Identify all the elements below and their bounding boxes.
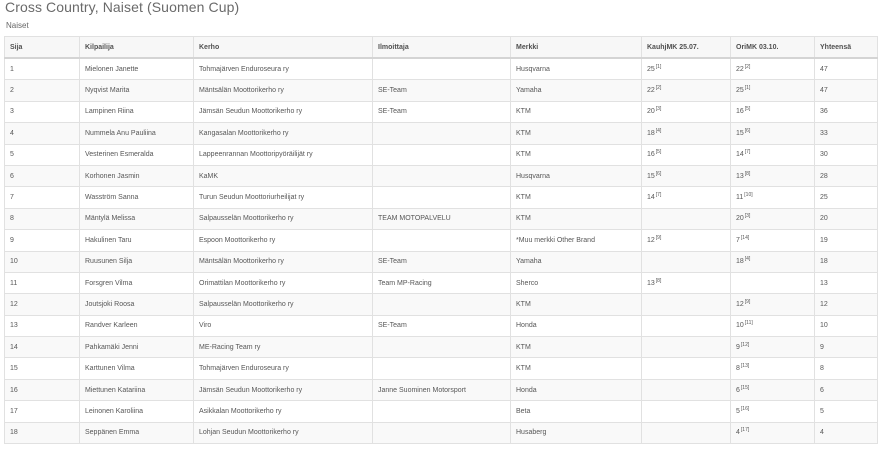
column-header-ilmoittaja[interactable]: Ilmoittaja bbox=[373, 37, 511, 59]
cell-ilmoittaja bbox=[373, 337, 511, 358]
cell-race2 bbox=[731, 272, 815, 293]
cell-ilmoittaja: Janne Suominen Motorsport bbox=[373, 379, 511, 400]
column-header-merkki[interactable]: Merkki bbox=[511, 37, 642, 59]
cell-race2-ref: [7] bbox=[744, 149, 751, 156]
cell-race1 bbox=[642, 379, 731, 400]
cell-race2 bbox=[731, 165, 815, 186]
table-row bbox=[5, 165, 878, 186]
table-row bbox=[5, 294, 878, 315]
cell-merkki: Husaberg bbox=[511, 422, 642, 443]
page-title: Cross Country, Naiset (Suomen Cup) bbox=[5, 0, 240, 15]
cell-yhteensa: 12 bbox=[815, 294, 878, 315]
cell-race1-ref: [1] bbox=[655, 63, 662, 70]
cell-race2-ref: [10] bbox=[744, 192, 753, 199]
cell-kerho: Espoon Moottorikerho ry bbox=[194, 230, 373, 251]
cell-ilmoittaja bbox=[373, 123, 511, 144]
cell-sija: 13 bbox=[5, 315, 80, 336]
cell-kerho: Turun Seudun Moottoriurheilijat ry bbox=[194, 187, 373, 208]
cell-sija: 8 bbox=[5, 208, 80, 229]
cell-race2 bbox=[731, 230, 815, 251]
cell-race2 bbox=[731, 187, 815, 208]
cell-yhteensa: 4 bbox=[815, 422, 878, 443]
cell-race1-ref: [2] bbox=[655, 85, 662, 92]
column-header-race1[interactable]: KauhjMK 25.07. bbox=[642, 37, 731, 59]
cell-race1 bbox=[642, 230, 731, 251]
cell-race2 bbox=[731, 144, 815, 165]
table-row bbox=[5, 379, 878, 400]
cell-kilpailija: Hakulinen Taru bbox=[80, 230, 194, 251]
cell-sija: 12 bbox=[5, 294, 80, 315]
cell-yhteensa: 18 bbox=[815, 251, 878, 272]
cell-kilpailija: Karttunen Vilma bbox=[80, 358, 194, 379]
cell-yhteensa: 5 bbox=[815, 401, 878, 422]
cell-sija: 10 bbox=[5, 251, 80, 272]
cell-race1 bbox=[642, 337, 731, 358]
cell-race2 bbox=[731, 401, 815, 422]
cell-kilpailija: Wasström Sanna bbox=[80, 187, 194, 208]
cell-race2-value: 12 bbox=[736, 300, 744, 308]
cell-race1-ref: [5] bbox=[655, 149, 662, 156]
cell-race2-ref: [16] bbox=[740, 405, 750, 412]
table-row bbox=[5, 315, 878, 336]
cell-race1-value: 25 bbox=[647, 65, 655, 73]
cell-yhteensa: 13 bbox=[815, 272, 878, 293]
cell-race2-ref: [8] bbox=[744, 170, 751, 177]
cell-race2-value: 11 bbox=[736, 194, 744, 202]
cell-race1 bbox=[642, 315, 731, 336]
cell-race2 bbox=[731, 208, 815, 229]
cell-sija: 11 bbox=[5, 272, 80, 293]
cell-yhteensa: 30 bbox=[815, 144, 878, 165]
cell-race1 bbox=[642, 358, 731, 379]
cell-kilpailija: Korhonen Jasmin bbox=[80, 165, 194, 186]
cell-kilpailija: Nummela Anu Pauliina bbox=[80, 123, 194, 144]
cell-race1 bbox=[642, 80, 731, 101]
cell-race2-value: 6 bbox=[736, 386, 740, 394]
cell-ilmoittaja: TEAM MOTOPALVELU bbox=[373, 208, 511, 229]
cell-kerho: Tohmajärven Enduroseura ry bbox=[194, 358, 373, 379]
cell-race1 bbox=[642, 123, 731, 144]
cell-race1-value: 20 bbox=[647, 108, 655, 116]
cell-yhteensa: 20 bbox=[815, 208, 878, 229]
cell-yhteensa: 33 bbox=[815, 123, 878, 144]
cell-merkki: KTM bbox=[511, 208, 642, 229]
cell-kilpailija: Nyqvist Marita bbox=[80, 80, 194, 101]
cell-race1-value: 15 bbox=[647, 172, 655, 180]
cell-ilmoittaja: SE-Team bbox=[373, 80, 511, 101]
table-row bbox=[5, 123, 878, 144]
table-row bbox=[5, 230, 878, 251]
cell-sija: 18 bbox=[5, 422, 80, 443]
results-table bbox=[4, 36, 878, 444]
cell-kerho: Salpausselän Moottorikerho ry bbox=[194, 294, 373, 315]
cell-race2-ref: [15] bbox=[740, 384, 750, 391]
cell-kerho: KaMK bbox=[194, 165, 373, 186]
cell-sija: 3 bbox=[5, 101, 80, 122]
cell-race2 bbox=[731, 123, 815, 144]
cell-kerho: Mäntsälän Moottorikerho ry bbox=[194, 251, 373, 272]
cell-race1-ref: [4] bbox=[655, 127, 662, 134]
cell-race2-value: 4 bbox=[736, 429, 740, 437]
cell-yhteensa: 36 bbox=[815, 101, 878, 122]
cell-merkki: Husqvarna bbox=[511, 165, 642, 186]
cell-sija: 14 bbox=[5, 337, 80, 358]
cell-race2-ref: [5] bbox=[744, 106, 751, 113]
column-header-kerho[interactable]: Kerho bbox=[194, 37, 373, 59]
cell-race1-value: 12 bbox=[647, 236, 655, 244]
cell-race2 bbox=[731, 58, 815, 80]
cell-kilpailija: Joutsjoki Roosa bbox=[80, 294, 194, 315]
cell-kilpailija: Seppänen Emma bbox=[80, 422, 194, 443]
cell-sija: 7 bbox=[5, 187, 80, 208]
cell-yhteensa: 19 bbox=[815, 230, 878, 251]
cell-race1-ref: [3] bbox=[655, 106, 662, 113]
cell-race2-ref: [3] bbox=[744, 213, 751, 220]
cell-merkki: KTM bbox=[511, 187, 642, 208]
cell-race2-value: 20 bbox=[736, 215, 744, 223]
table-row bbox=[5, 337, 878, 358]
cell-race1-ref: [8] bbox=[655, 277, 662, 284]
cell-merkki: KTM bbox=[511, 123, 642, 144]
cell-merkki: Beta bbox=[511, 401, 642, 422]
cell-race1-value: 18 bbox=[647, 129, 655, 137]
cell-ilmoittaja: SE-Team bbox=[373, 101, 511, 122]
class-subtitle: Naiset bbox=[6, 21, 29, 30]
cell-kilpailija: Ruusunen Silja bbox=[80, 251, 194, 272]
cell-ilmoittaja bbox=[373, 187, 511, 208]
cell-race2 bbox=[731, 315, 815, 336]
column-header-sija[interactable]: Sija bbox=[5, 37, 80, 59]
cell-sija: 2 bbox=[5, 80, 80, 101]
cell-race2-ref: [6] bbox=[744, 127, 751, 134]
cell-race1 bbox=[642, 101, 731, 122]
cell-sija: 16 bbox=[5, 379, 80, 400]
cell-merkki: Sherco bbox=[511, 272, 642, 293]
cell-merkki: Honda bbox=[511, 379, 642, 400]
cell-race1 bbox=[642, 401, 731, 422]
cell-yhteensa: 10 bbox=[815, 315, 878, 336]
cell-race1 bbox=[642, 422, 731, 443]
cell-race2-value: 18 bbox=[736, 258, 744, 266]
cell-race2-value: 5 bbox=[736, 407, 740, 415]
table-row bbox=[5, 251, 878, 272]
cell-race1-value: 16 bbox=[647, 151, 655, 159]
cell-race1 bbox=[642, 165, 731, 186]
cell-sija: 1 bbox=[5, 58, 80, 80]
cell-race1 bbox=[642, 272, 731, 293]
cell-sija: 17 bbox=[5, 401, 80, 422]
cell-kerho: Jämsän Seudun Moottorikerho ry bbox=[194, 101, 373, 122]
cell-sija: 9 bbox=[5, 230, 80, 251]
cell-yhteensa: 8 bbox=[815, 358, 878, 379]
cell-ilmoittaja bbox=[373, 358, 511, 379]
cell-race2-ref: [2] bbox=[744, 63, 751, 70]
cell-race1 bbox=[642, 144, 731, 165]
cell-ilmoittaja bbox=[373, 165, 511, 186]
cell-race2-value: 9 bbox=[736, 343, 740, 351]
cell-race2 bbox=[731, 422, 815, 443]
cell-yhteensa: 28 bbox=[815, 165, 878, 186]
cell-ilmoittaja bbox=[373, 401, 511, 422]
cell-merkki: Yamaha bbox=[511, 251, 642, 272]
cell-kerho: Jämsän Seudun Moottorikerho ry bbox=[194, 379, 373, 400]
cell-race2-value: 13 bbox=[736, 172, 744, 180]
cell-merkki: KTM bbox=[511, 337, 642, 358]
cell-kerho: Lappeenrannan Moottoripyöräilijät ry bbox=[194, 144, 373, 165]
cell-sija: 5 bbox=[5, 144, 80, 165]
cell-ilmoittaja: SE-Team bbox=[373, 251, 511, 272]
cell-race1 bbox=[642, 251, 731, 272]
cell-race2-value: 10 bbox=[736, 322, 744, 330]
cell-race1 bbox=[642, 187, 731, 208]
cell-merkki: KTM bbox=[511, 358, 642, 379]
cell-ilmoittaja bbox=[373, 58, 511, 80]
cell-race2-ref: [17] bbox=[740, 427, 750, 434]
table-row bbox=[5, 187, 878, 208]
cell-race2 bbox=[731, 294, 815, 315]
cell-kerho: Lohjan Seudun Moottorikerho ry bbox=[194, 422, 373, 443]
cell-kerho: Salpausselän Moottorikerho ry bbox=[194, 208, 373, 229]
cell-sija: 6 bbox=[5, 165, 80, 186]
table-row bbox=[5, 101, 878, 122]
cell-merkki: Husqvarna bbox=[511, 58, 642, 80]
cell-kerho: Mäntsälän Moottorikerho ry bbox=[194, 80, 373, 101]
cell-race1-ref: [6] bbox=[655, 170, 662, 177]
cell-race2 bbox=[731, 80, 815, 101]
cell-merkki: KTM bbox=[511, 101, 642, 122]
cell-race2-value: 22 bbox=[736, 65, 744, 73]
cell-race2-ref: [13] bbox=[740, 363, 750, 370]
cell-yhteensa: 47 bbox=[815, 58, 878, 80]
cell-kilpailija: Vesterinen Esmeralda bbox=[80, 144, 194, 165]
cell-sija: 4 bbox=[5, 123, 80, 144]
cell-yhteensa: 47 bbox=[815, 80, 878, 101]
header-row bbox=[5, 37, 878, 59]
cell-race1-value: 22 bbox=[647, 87, 655, 95]
cell-sija: 15 bbox=[5, 358, 80, 379]
cell-race1 bbox=[642, 58, 731, 80]
table-row bbox=[5, 272, 878, 293]
cell-kilpailija: Randver Karleen bbox=[80, 315, 194, 336]
cell-race2-value: 15 bbox=[736, 129, 744, 137]
cell-race1-ref: [7] bbox=[655, 192, 662, 199]
cell-merkki: Honda bbox=[511, 315, 642, 336]
cell-kilpailija: Miettunen Katariina bbox=[80, 379, 194, 400]
cell-ilmoittaja: SE-Team bbox=[373, 315, 511, 336]
cell-yhteensa: 9 bbox=[815, 337, 878, 358]
cell-race2 bbox=[731, 251, 815, 272]
cell-race2-ref: [4] bbox=[744, 256, 751, 263]
cell-race2 bbox=[731, 337, 815, 358]
cell-race1 bbox=[642, 294, 731, 315]
cell-race2-value: 16 bbox=[736, 108, 744, 116]
cell-kerho: Tohmajärven Enduroseura ry bbox=[194, 58, 373, 80]
cell-yhteensa: 6 bbox=[815, 379, 878, 400]
cell-kerho: Asikkalan Moottorikerho ry bbox=[194, 401, 373, 422]
table-row bbox=[5, 422, 878, 443]
table-row bbox=[5, 58, 878, 80]
cell-ilmoittaja: Team MP-Racing bbox=[373, 272, 511, 293]
cell-yhteensa: 25 bbox=[815, 187, 878, 208]
cell-ilmoittaja bbox=[373, 144, 511, 165]
cell-race2-ref: [9] bbox=[744, 298, 751, 305]
cell-race1-value: 13 bbox=[647, 279, 655, 287]
cell-ilmoittaja bbox=[373, 230, 511, 251]
cell-merkki: KTM bbox=[511, 144, 642, 165]
cell-race2-ref: [14] bbox=[740, 234, 750, 241]
cell-kerho: Orimattilan Moottorikerho ry bbox=[194, 272, 373, 293]
table-row bbox=[5, 80, 878, 101]
column-header-race2[interactable]: OriMK 03.10. bbox=[731, 37, 815, 59]
cell-kilpailija: Mäntylä Melissa bbox=[80, 208, 194, 229]
cell-ilmoittaja bbox=[373, 294, 511, 315]
cell-race2-value: 14 bbox=[736, 151, 744, 159]
table-row bbox=[5, 208, 878, 229]
cell-merkki: *Muu merkki Other Brand bbox=[511, 230, 642, 251]
table-row bbox=[5, 358, 878, 379]
table-row bbox=[5, 401, 878, 422]
cell-kerho: ME-Racing Team ry bbox=[194, 337, 373, 358]
cell-race2-ref: [12] bbox=[740, 341, 750, 348]
cell-ilmoittaja bbox=[373, 422, 511, 443]
cell-race2-value: 25 bbox=[736, 87, 744, 95]
cell-race2-value: 7 bbox=[736, 236, 740, 244]
cell-race2-ref: [1] bbox=[744, 85, 751, 92]
cell-merkki: Yamaha bbox=[511, 80, 642, 101]
cell-merkki: KTM bbox=[511, 294, 642, 315]
column-header-yhteensa[interactable]: Yhteensä bbox=[815, 37, 878, 59]
column-header-kilpailija[interactable]: Kilpailija bbox=[80, 37, 194, 59]
cell-race2 bbox=[731, 379, 815, 400]
cell-kerho: Viro bbox=[194, 315, 373, 336]
cell-race1 bbox=[642, 208, 731, 229]
cell-race2-value: 8 bbox=[736, 365, 740, 373]
table-row bbox=[5, 144, 878, 165]
cell-kilpailija: Pahkamäki Jenni bbox=[80, 337, 194, 358]
cell-race2-ref: [11] bbox=[744, 320, 753, 327]
cell-race2 bbox=[731, 101, 815, 122]
cell-kilpailija: Mielonen Janette bbox=[80, 58, 194, 80]
cell-kilpailija: Leinonen Karoliina bbox=[80, 401, 194, 422]
cell-race1-value: 14 bbox=[647, 194, 655, 202]
results-body bbox=[5, 58, 878, 444]
cell-race1-ref: [9] bbox=[655, 234, 662, 241]
cell-race2 bbox=[731, 358, 815, 379]
cell-kerho: Kangasalan Moottorikerho ry bbox=[194, 123, 373, 144]
cell-kilpailija: Forsgren Vilma bbox=[80, 272, 194, 293]
cell-kilpailija: Lampinen Riina bbox=[80, 101, 194, 122]
